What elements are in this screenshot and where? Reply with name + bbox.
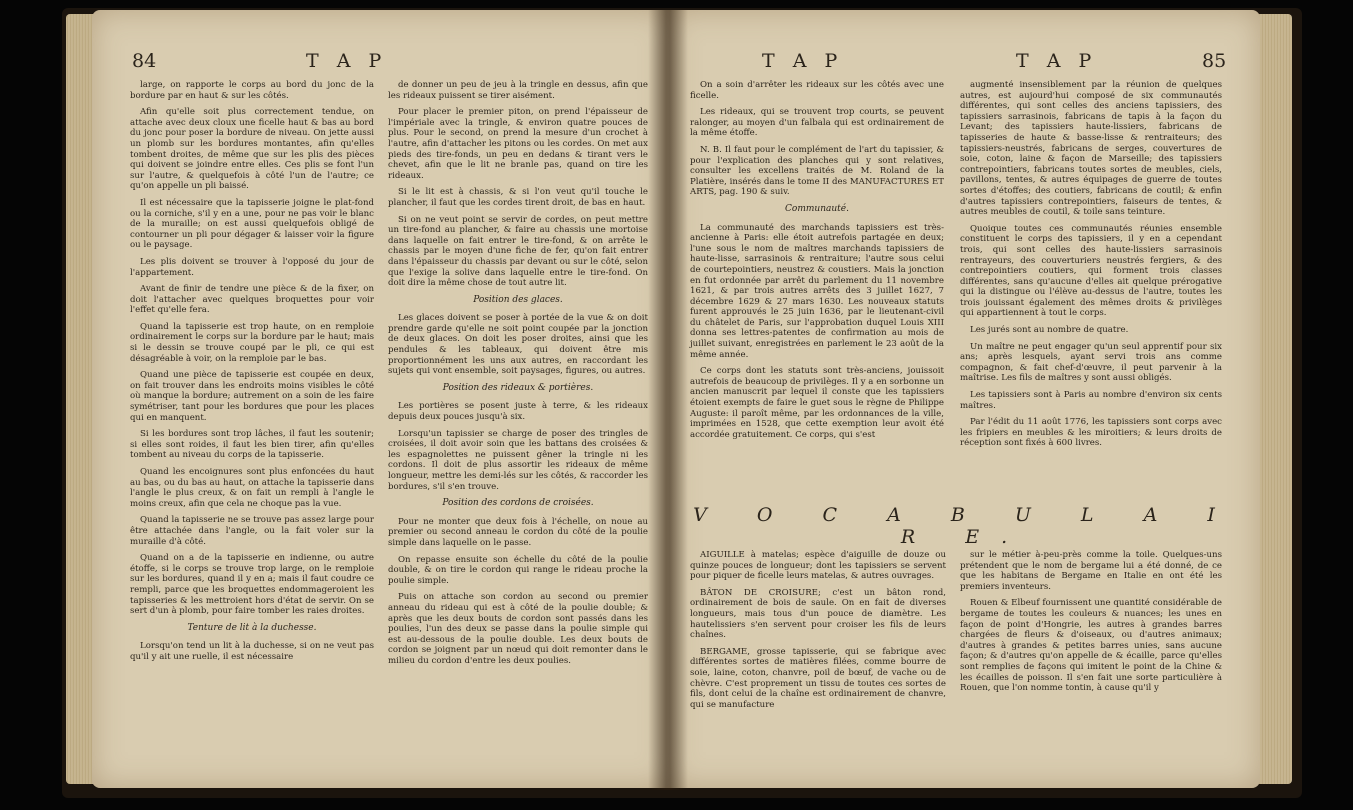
section-heading-cordons: Position des cordons de croisées.	[442, 498, 594, 509]
section-heading-duchesse: Tenture de lit à la duchesse.	[187, 622, 317, 633]
paragraph: On repasse ensuite son échelle du côté de la poulie double, & on tire le cordon qui range le rideau proche la poulie simple.	[388, 554, 648, 586]
paragraph: Quand la tapisserie est trop haute, on en remploie ordinairement le corps sur la bordure par le haut; mais si le dessin se trouve coupé par le pli, ce qui est désagréable à voir, on la remploie par le bas.	[130, 321, 374, 364]
paragraph: Les plis doivent se trouver à l'opposé du jour de l'appartement.	[130, 256, 374, 278]
vocabulaire-title: V O C A B U L A I R E.	[693, 504, 1237, 548]
paragraph: Si on ne veut point se servir de cordes, on peut mettre un tire-fond au plancher, & faire au chassis une mortoise dans laquelle on fait entrer le tire-fond, & on arrête le chassis par le moyen d'une fiche de fer, qu'on fait entrer dans l'épaisseur du chassis par devant ou sur le côté, selon que l'exige la solive dans laquelle entre le tire-fond. On doit dire la même chose de tout autre lit.	[388, 214, 648, 289]
paragraph: Quand on a de la tapisserie en indienne, ou autre étoffe, si le corps se trouve trop large, on le remploie sur les bordures, quand il y en a; mais il faut coudre ce rempli, parce que les broquettes endommageroient les tapisseries & les mettroient hors d'état de servir. On se sert d'un à plomb, pour faire tomber les raies droites.	[130, 553, 374, 617]
paragraph: de donner un peu de jeu à la tringle en dessus, afin que les rideaux puissent se tirer aisément.	[388, 80, 648, 101]
left-running-head: T A P	[306, 50, 388, 72]
paragraph: AIGUILLE à matelas; espèce d'aiguille de douze ou quinze pouces de longueur; dont les tapissiers se servent pour piquer de ficelle leurs matelas, & autres ouvrages.	[690, 550, 946, 582]
paragraph: N. B. Il faut pour le complément de l'art du tapissier, & pour l'explication des planches qui y sont relatives, consulter les excellens traités de M. Roland de la Platière, insérés dans le tome II des MANUFACTURES ET ARTS, pag. 190 & suiv.	[690, 144, 944, 198]
paragraph: La communauté des marchands tapissiers est très-ancienne à Paris: elle étoit autrefois partagée en deux; l'une sous le nom de maîtres marchands tapissiers de haute-lisse, sarrasinois & rentraiture; l'autre sous celui de courtepointiers, neustrez & coustiers. Mais la jonction en fut ordonnée par arrêt du parlement du 11 novembre 1621, & par trois autres arrêts des 3 juillet 1627, 7 décembre 1629 & 27 mars 1630. Les nouveaux statuts furent approuvés le 25 juin 1636, par le lieutenant-civil du châtelet de Paris, sur l'approbation duquel Louis XIII donna ses lettres-patentes de confirmation au mois de juillet suivant, enregistrées en parlement le 23 août de la même année.	[690, 222, 944, 360]
right-page-number: 85	[1202, 50, 1227, 72]
paragraph: Les tapissiers sont à Paris au nombre d'environ six cents maîtres.	[960, 390, 1222, 411]
paragraph: Quoique toutes ces communautés réunies ensemble constituent le corps des tapissiers, il y en a cependant trois, qui sont celles des haute-lissiers sarrasinois rentrayeurs, des couverturiers neustrés fergiers, & des contrepointiers coutiers, qui forment trois classes différentes, sans qu'aucune d'elles ait quelque prérogative qui la distingue ou l'élève au-dessus de l'autre, toutes les trois jouissant également des mêmes droits & privilèges qui appartiennent à tout le corps.	[960, 223, 1222, 319]
paragraph: Puis on attache son cordon au second ou premier anneau du rideau qui est à côté de la poulie double; & après que les deux bouts de cordon sont passés dans les poulies, l'un des deux se passe dans la poulie simple qui est au-dessous de la poulie double. Les deux bouts de cordon se joignent par un nœud qui doit remonter dans le milieu du cordon d'entre les deux poulies.	[388, 592, 648, 666]
vocab-column-2	[960, 550, 1222, 700]
paragraph: Un maître ne peut engager qu'un seul apprentif pour six ans; après lesquels, ayant servi trois ans comme compagnon, & fait chef-d'œuvre, il peut parvenir à la maîtrise. Les fils de maîtres y sont aussi obligés.	[960, 341, 1222, 384]
paragraph: Si les bordures sont trop lâches, il faut les soutenir; si elles sont roides, il faut les bien tirer, afin qu'elles tombent au niveau du corps de la tapisserie.	[130, 429, 374, 461]
right-col1-top-paragraphs	[690, 80, 944, 198]
paragraph: augmenté insensiblement par la réunion de quelques autres, est aujourd'hui composé de six communautés différentes, qui sont celles des anciens tapissiers, des tapissiers sarrasinois, fabricans de tapis à la façon du Levant; des tapissiers haute-lissiers, fabricans de tapisseries de haute & basse-lisse & rentraiteurs; des tapissiers-neustrés, fabricans de serges, couvertures de soie, coton, laine & façon de Marseille; des tapissiers contrepointiers, fabricans toutes sortes de meubles, ciels, pavillons, tentes, & autres équipages de guerre de toutes sortes d'étoffes; des coutiers, fabricans de coutil; & enfin d'autres tapissiers contrepointiers, faiseurs de tentes, & autres meubles de coutil, & toile sans teinture.	[960, 80, 1222, 218]
left-column-2	[388, 80, 648, 673]
paragraph: Par l'édit du 11 août 1776, les tapissiers sont corps avec les fripiers en meubles & les miroitiers; & leurs droits de réception sont fixés à 600 livres.	[960, 417, 1222, 449]
section-heading-rideaux: Position des rideaux & portières.	[442, 382, 594, 393]
paragraph: Les jurés sont au nombre de quatre.	[970, 325, 1129, 336]
right-column-2	[960, 80, 1222, 455]
left-column-1	[130, 80, 374, 669]
right-column-1	[690, 80, 944, 446]
right-col2-paragraphs	[960, 80, 1222, 449]
paragraph: Afin qu'elle soit plus correctement tendue, on attache avec deux cloux une ficelle haut & bas au bord du jonc pour poser la bordure de niveau. On jette aussi un plomb sur les bordures montantes, afin qu'elles tombent droites, de même que sur les plis des pièces qui doivent se joindre entre elles. Ces plis se font l'un sur l'autre, & quelquefois à côté l'un de l'autre; ce qu'on appelle un pli baissé.	[130, 107, 374, 192]
paragraph: Lorsqu'on tend un lit à la duchesse, si on ne veut pas qu'il y ait une ruelle, il est nécessaire	[130, 641, 374, 662]
left-page-number: 84	[132, 50, 157, 72]
paragraph: BÂTON DE CROISURE; c'est un bâton rond, ordinairement de bois de saule. On en fait de diverses longueurs, mais tous d'un pouce de diamètre. Les hautelissiers s'en servent pour croiser les fils de leurs chaînes.	[690, 587, 946, 641]
paragraph: Avant de finir de tendre une pièce & de la fixer, on doit l'attacher avec quelques broquettes pour voir l'effet qu'elle fera.	[130, 284, 374, 316]
right-page-header	[670, 42, 1260, 76]
paragraph: Quand la tapisserie ne se trouve pas assez large pour être attachée dans l'angle, ou la fait voler sur la muraille d'à côté.	[130, 515, 374, 547]
paragraph: Les portières se posent juste à terre, & les rideaux depuis deux pouces jusqu'à six.	[388, 401, 648, 423]
left-page	[92, 10, 670, 788]
paragraph: Les rideaux, qui se trouvent trop courts, se peuvent ralonger, au moyen d'un falbala qui est ordinairement de la même étoffe.	[690, 107, 944, 139]
left-col2-end-paragraphs	[388, 517, 648, 667]
paragraph: Pour ne monter que deux fois à l'échelle, on noue au premier ou second anneau le cordon du côté de la poulie simple dans laquelle on le passe.	[388, 516, 648, 548]
paragraph: Les glaces doivent se poser à portée de la vue & on doit prendre garde qu'elle ne soit point coupée par la jonction de deux glaces. On doit les poser droites, ainsi que les pendules & les tableaux, qui doivent être mis proportionnément les uns aux autres, en raccordant les sujets qui vont ensemble, soit paysages, figures, ou autres.	[388, 313, 648, 377]
paragraph: Si le lit est à chassis, & si l'on veut qu'il touche le plancher, il faut que les cordes tirent droit, de bas en haut.	[388, 187, 648, 208]
right-page	[670, 10, 1260, 788]
left-col2-mid2-paragraphs	[388, 401, 648, 492]
left-col2-paragraphs	[388, 80, 648, 289]
left-col2-mid-paragraphs	[388, 313, 648, 377]
paragraph: large, on rapporte le corps au bord du jonc de la bordure par en haut & sur les côtés.	[130, 80, 374, 101]
right-col1-mid-paragraphs	[690, 223, 944, 441]
vocab-col1-entries	[690, 550, 946, 710]
paragraph: Rouen & Elbeuf fournissent une quantité considérable de bergame de toutes les couleurs & nuances; les unes en façon de point d'Hongrie, les autres à grandes barres chargées de fleurs & d'oiseaux, ou d'autres animaux; d'autres à grandes & petites barres unies, sans aucune façon; & d'autres qu'on appelle de & écaille, parce qu'elles sont remplies de façons qui imitent le point de la Chine & les écailles de poisson. Il s'en fait une sorte particulière à Rouen, que l'on nomme tontin, à cause qu'il y	[960, 598, 1222, 694]
left-page-edges	[66, 14, 94, 784]
right-running-head-left: T A P	[762, 50, 844, 72]
paragraph: Pour placer le premier piton, on prend l'épaisseur de l'impériale avec la tringle, & environ quatre pouces de plus. Pour le second, on prend la mesure d'un crochet à l'autre, afin d'attacher les pitons ou les cordes. On met aux pieds des tire-fonds, un peu en dedans & tirant vers le chevet, afin que le lit ne branle pas, quand on tire les rideaux.	[388, 107, 648, 181]
section-heading-glaces: Position des glaces.	[473, 294, 563, 305]
paragraph: sur le métier à-peu-près comme la toile. Quelques-uns prétendent que le nom de bergame lui a été donné, de ce que les habitans de Bergame en Italie en ont été les premiers inventeurs.	[960, 550, 1222, 592]
paragraph: Quand une pièce de tapisserie est coupée en deux, on fait trouver dans les endroits moins visibles le côté où manque la bordure; autrement on a soin de les faire symétriser, tant pour les bordures que pour les places qui en manquent.	[130, 370, 374, 423]
vocab-col2-entries	[960, 550, 1222, 694]
paragraph: Ce corps dont les statuts sont très-anciens, jouissoit autrefois de beaucoup de privilèges. Il y a en sorbonne un ancien manuscrit par lequel il conste que les tapissiers étoient exempts de faire le guet sous le règne de Philippe Auguste: il paroît même, par les ordonnances de la ville, imprimées en 1528, que cette exemption leur avoit été accordée gratuitement. Ce corps, qui s'est	[690, 366, 944, 440]
section-heading-communaute: Communauté.	[785, 203, 849, 214]
paragraph: Quand les encoignures sont plus enfoncées du haut au bas, ou du bas au haut, on attache la tapisserie dans l'angle le plus creux, & on fait un rempli à l'angle le moins creux, afin que cela ne choque pas la vue.	[130, 467, 374, 509]
left-col1-paragraphs	[130, 80, 374, 617]
paragraph: On a soin d'arrêter les rideaux sur les côtés avec une ficelle.	[690, 80, 944, 101]
paragraph: BERGAME, grosse tapisserie, qui se fabrique avec différentes sortes de matières filées, comme bourre de soie, laine, coton, chanvre, poil de bœuf, de vache ou de chèvre. C'est proprement un tissu de toutes ces sortes de fils, dont celui de la chaîne est ordinairement de chanvre, qui se manufacture	[690, 646, 946, 710]
left-page-header	[92, 42, 670, 76]
paragraph: Il est nécessaire que la tapisserie joigne le plat-fond ou la corniche, s'il y en a une, pour ne pas voir le blanc de la muraille; on est aussi quelquefois obligé de contourner un pli pour dégager & laisser voir la figure ou le paysage.	[130, 197, 374, 251]
right-running-head-right: T A P	[1016, 50, 1098, 72]
paragraph: Lorsqu'un tapissier se charge de poser des tringles de croisées, il doit avoir soin que les battans des croisées & les espagnolettes ne puissent gêner la tringle ni les cordons. Il doit de plus assortir les rideaux de même longueur, mettre les demi-lés sur les côtés, & raccorder les bordures, s'il s'en trouve.	[388, 428, 648, 492]
vocab-column-1	[690, 550, 946, 716]
right-page-edges	[1258, 14, 1292, 784]
